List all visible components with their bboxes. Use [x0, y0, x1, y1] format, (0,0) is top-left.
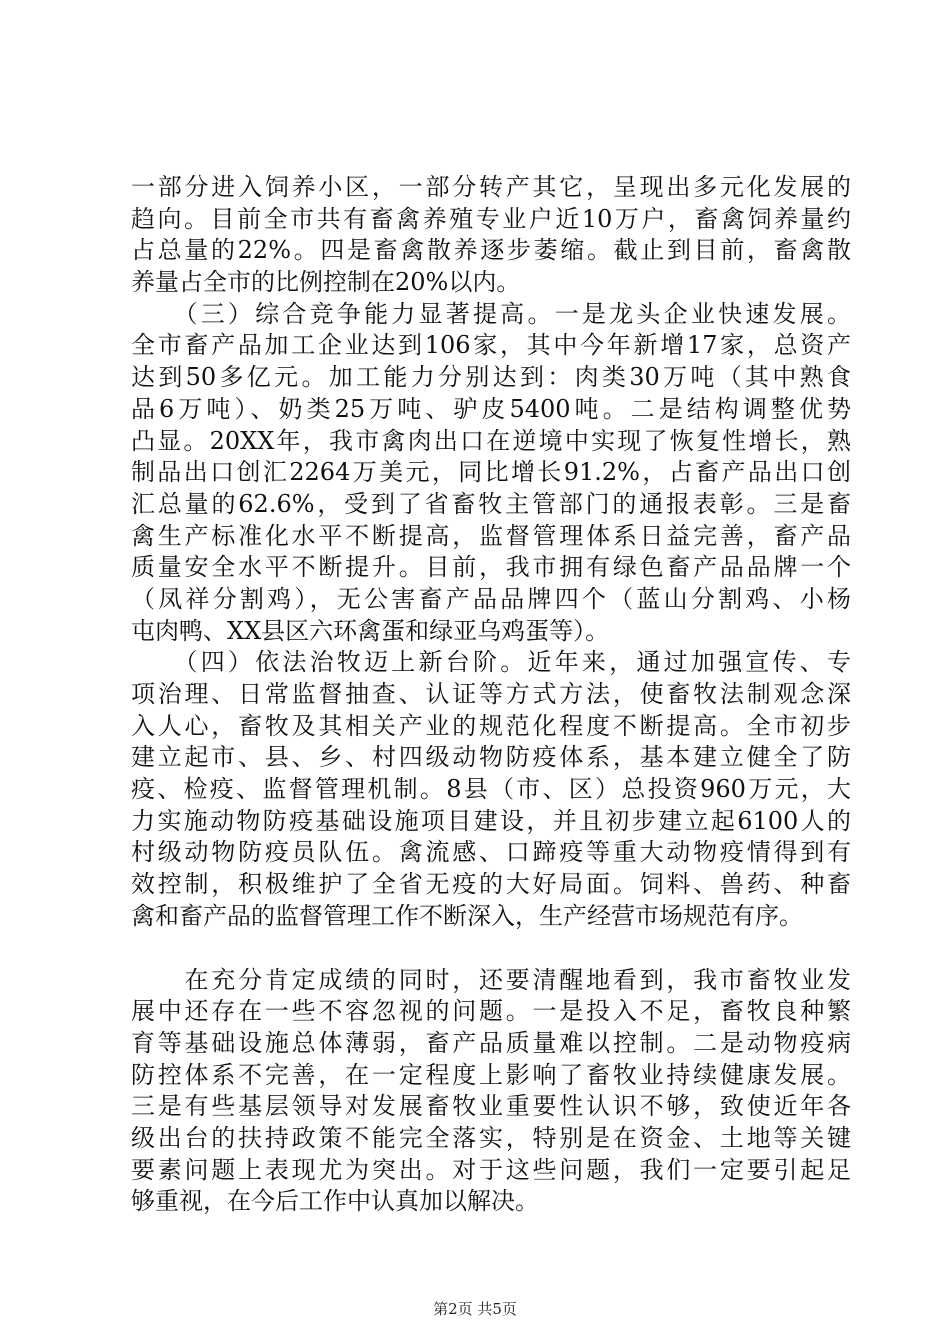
- text-line: 禽和畜产品的监督管理工作不断深入，生产经营市场规范有序。: [131, 901, 803, 930]
- text-line: 要素问题上表现尤为突出。对于这些问题，我们一定要引起足: [131, 1155, 851, 1184]
- text-line: 制品出口创汇2264万美元，同比增长91.2%，占畜产品出口创: [131, 458, 851, 487]
- text-line: 禽生产标准化水平不断提高，监督管理体系日益完善，畜产品: [131, 521, 851, 550]
- text-line: 凸显。20XX年，我市禽肉出口在逆境中实现了恢复性增长，熟: [131, 426, 851, 455]
- document-body: [131, 172, 851, 1218]
- text-line: 汇总量的62.6%，受到了省畜牧主管部门的通报表彰。三是畜: [131, 489, 851, 518]
- text-line: 效控制，积极维护了全省无疫的大好局面。饲料、兽药、种畜: [131, 870, 851, 899]
- text-line: 够重视，在今后工作中认真加以解决。: [131, 1187, 539, 1216]
- text-line: （凤祥分割鸡），无公害畜产品品牌四个（蓝山分割鸡、小杨: [131, 584, 851, 613]
- text-line: 疫、检疫、监督管理机制。8县（市、区）总投资960万元，大: [131, 775, 851, 804]
- text-line: 全市畜产品加工企业达到106家，其中今年新增17家，总资产: [131, 331, 851, 360]
- text-line: 村级动物防疫员队伍。禽流感、口蹄疫等重大动物疫情得到有: [131, 838, 851, 867]
- text-line: 展中还存在一些不容忽视的问题。一是投入不足，畜牧良种繁: [131, 997, 851, 1026]
- text-line: （四）依法治牧迈上新台阶。近年来，通过加强宣传、专: [131, 648, 851, 677]
- text-line: 建立起市、县、乡、村四级动物防疫体系，基本建立健全了防: [131, 743, 851, 772]
- text-line: 入人心，畜牧及其相关产业的规范化程度不断提高。全市初步: [131, 711, 851, 740]
- text-line: 养量占全市的比例控制在20%以内。: [131, 268, 521, 297]
- text-line: 品6万吨）、奶类25万吨、驴皮5400吨。二是结构调整优势: [131, 394, 851, 423]
- text-line: 三是有些基层领导对发展畜牧业重要性认识不够，致使近年各: [131, 1092, 851, 1121]
- text-line: 质量安全水平不断提升。目前，我市拥有绿色畜产品品牌一个: [131, 553, 851, 582]
- text-line: 力实施动物防疫基础设施项目建设，并且初步建立起6100人的: [131, 806, 851, 835]
- text-line: 占总量的22%。四是畜禽散养逐步萎缩。截止到目前，畜禽散: [131, 236, 851, 265]
- text-line: 级出台的扶持政策不能完全落实，特别是在资金、土地等关键: [131, 1123, 851, 1152]
- text-line: 达到50多亿元。加工能力分别达到：肉类30万吨（其中熟食: [131, 363, 851, 392]
- text-line: 项治理、日常监督抽查、认证等方式方法，使畜牧法制观念深: [131, 680, 851, 708]
- paragraph-gap: [131, 933, 851, 965]
- text-line: 一部分进入饲养小区，一部分转产其它，呈现出多元化发展的: [131, 173, 851, 201]
- text-line: 育等基础设施总体薄弱，畜产品质量难以控制。二是动物疫病: [131, 1028, 851, 1057]
- text-line: （三）综合竞争能力显著提高。一是龙头企业快速发展。: [131, 299, 851, 328]
- text-line: 趋向。目前全市共有畜禽养殖专业户近10万户，畜禽饲养量约: [131, 204, 851, 233]
- page-number-footer: 第2页 共5页: [433, 1300, 517, 1318]
- text-line: 屯肉鸭、XX县区六环禽蛋和绿亚乌鸡蛋等）。: [131, 616, 610, 645]
- text-line: 在充分肯定成绩的同时，还要清醒地看到，我市畜牧业发: [131, 965, 851, 994]
- text-line: 防控体系不完善，在一定程度上影响了畜牧业持续健康发展。: [131, 1060, 851, 1089]
